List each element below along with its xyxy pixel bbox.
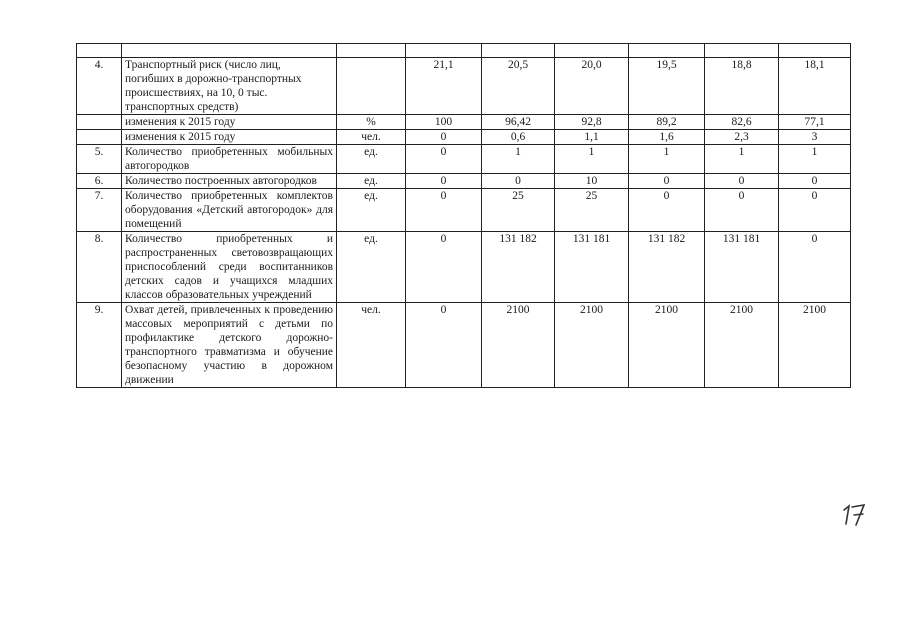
unit-cell: %	[337, 115, 406, 130]
value-cell: 0	[705, 189, 779, 232]
value-cell: 0	[406, 174, 482, 189]
value-cell: 2100	[779, 303, 851, 388]
header-cell	[482, 44, 555, 58]
value-cell: 0	[779, 232, 851, 303]
value-cell: 0	[705, 174, 779, 189]
indicator-name: Охват детей, привлеченных к проведению массовых мероприятий с детьми по профилактике детского дорожно-транспортного травматизма и обучение безопасному участию в дорожном движении	[122, 303, 337, 388]
value-cell: 1	[482, 145, 555, 174]
value-cell: 0	[406, 145, 482, 174]
row-number	[77, 130, 122, 145]
value-cell: 77,1	[779, 115, 851, 130]
value-cell: 20,0	[555, 58, 629, 115]
indicator-name: Количество приобретенных и распространенных световозвращающих приспособлений среди воспитанников детских садов и учащихся младших классов образовательных учреждений	[122, 232, 337, 303]
value-cell: 25	[482, 189, 555, 232]
value-cell: 0	[406, 232, 482, 303]
value-cell: 96,42	[482, 115, 555, 130]
value-cell: 1	[555, 145, 629, 174]
table-row	[77, 145, 851, 174]
table-row	[77, 303, 851, 388]
unit-cell	[337, 58, 406, 115]
value-cell: 131 181	[705, 232, 779, 303]
value-cell: 0	[629, 174, 705, 189]
table-row	[77, 232, 851, 303]
value-cell: 0	[629, 189, 705, 232]
value-cell: 1	[705, 145, 779, 174]
row-number: 8.	[77, 232, 122, 303]
value-cell: 0	[406, 130, 482, 145]
row-number	[77, 115, 122, 130]
value-cell: 2,3	[705, 130, 779, 145]
header-cell	[122, 44, 337, 58]
header-cell	[77, 44, 122, 58]
unit-cell: ед.	[337, 232, 406, 303]
header-cell	[705, 44, 779, 58]
indicators-table	[76, 43, 851, 388]
value-cell: 0	[482, 174, 555, 189]
value-cell: 100	[406, 115, 482, 130]
table-row	[77, 130, 851, 145]
value-cell: 131 182	[629, 232, 705, 303]
header-cell	[779, 44, 851, 58]
value-cell: 2100	[629, 303, 705, 388]
value-cell: 2100	[482, 303, 555, 388]
table-row	[77, 174, 851, 189]
value-cell: 92,8	[555, 115, 629, 130]
value-cell: 2100	[555, 303, 629, 388]
value-cell: 18,8	[705, 58, 779, 115]
value-cell: 0	[406, 189, 482, 232]
unit-cell: ед.	[337, 145, 406, 174]
value-cell: 10	[555, 174, 629, 189]
unit-cell: чел.	[337, 130, 406, 145]
value-cell: 131 182	[482, 232, 555, 303]
value-cell: 19,5	[629, 58, 705, 115]
row-number: 6.	[77, 174, 122, 189]
indicator-name: Транспортный риск (число лиц, погибших в дорожно-транспортных происшествиях, на 10, 0 тыс. транспортных средств)	[122, 58, 337, 115]
value-cell: 2100	[705, 303, 779, 388]
indicator-name: Количество построенных автогородков	[122, 174, 337, 189]
indicator-name: Количество приобретенных комплектов оборудования «Детский автогородок» для помещений	[122, 189, 337, 232]
value-cell: 18,1	[779, 58, 851, 115]
handwritten-page-number	[840, 498, 870, 528]
table-header-row	[77, 44, 851, 58]
value-cell: 89,2	[629, 115, 705, 130]
value-cell: 0	[406, 303, 482, 388]
value-cell: 1	[779, 145, 851, 174]
indicator-name: Количество приобретенных мобильных автогородков	[122, 145, 337, 174]
value-cell: 0,6	[482, 130, 555, 145]
value-cell: 131 181	[555, 232, 629, 303]
row-number: 4.	[77, 58, 122, 115]
value-cell: 0	[779, 174, 851, 189]
header-cell	[337, 44, 406, 58]
header-cell	[629, 44, 705, 58]
unit-cell: чел.	[337, 303, 406, 388]
unit-cell: ед.	[337, 174, 406, 189]
row-number: 7.	[77, 189, 122, 232]
value-cell: 0	[779, 189, 851, 232]
table-row	[77, 58, 851, 115]
value-cell: 1,1	[555, 130, 629, 145]
unit-cell: ед.	[337, 189, 406, 232]
value-cell: 21,1	[406, 58, 482, 115]
value-cell: 82,6	[705, 115, 779, 130]
header-cell	[406, 44, 482, 58]
value-cell: 1,6	[629, 130, 705, 145]
indicator-name: изменения к 2015 году	[122, 115, 337, 130]
table-row	[77, 115, 851, 130]
value-cell: 20,5	[482, 58, 555, 115]
value-cell: 3	[779, 130, 851, 145]
row-number: 5.	[77, 145, 122, 174]
row-number: 9.	[77, 303, 122, 388]
indicator-name: изменения к 2015 году	[122, 130, 337, 145]
table-row	[77, 189, 851, 232]
value-cell: 25	[555, 189, 629, 232]
header-cell	[555, 44, 629, 58]
value-cell: 1	[629, 145, 705, 174]
